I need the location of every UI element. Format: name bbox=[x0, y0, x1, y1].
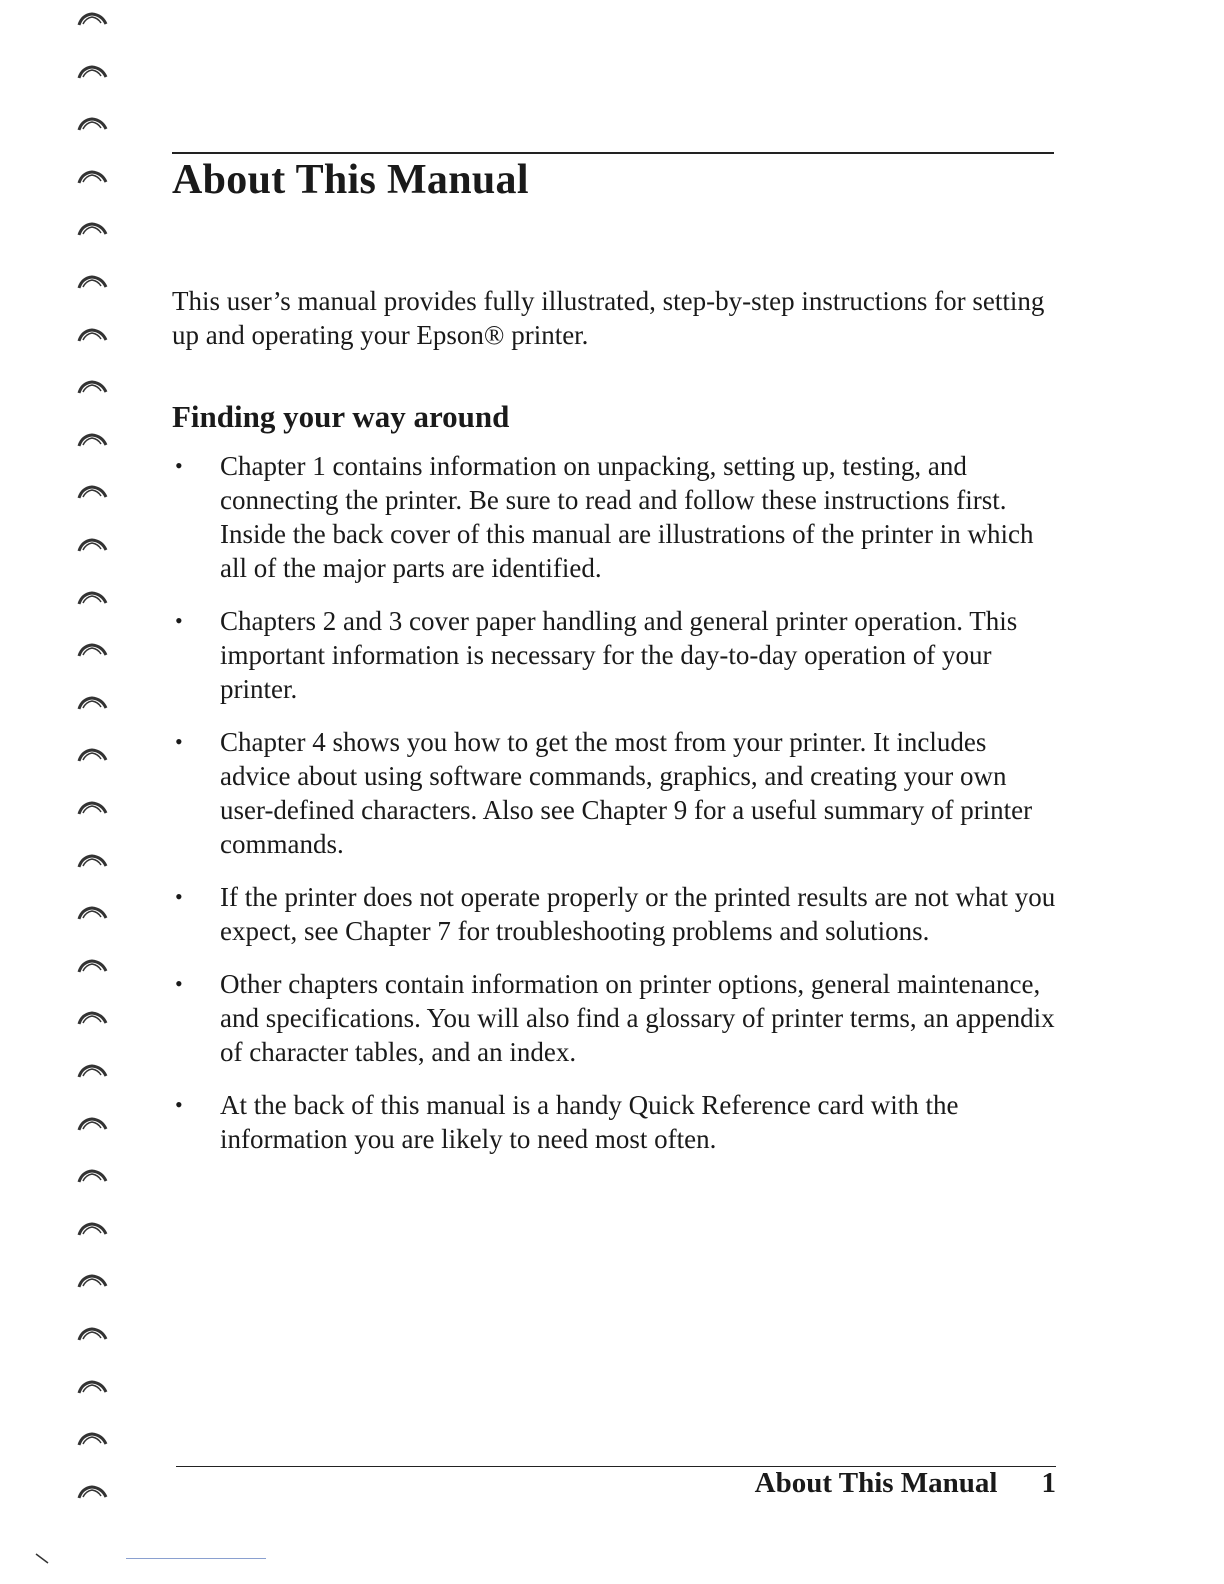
list-item-text: Chapter 4 shows you how to get the most from your printer. It includes advice about using software commands, graphics, and creating your own user-defined characters. Also see Chapter 9 for a useful summary of printer commands. bbox=[220, 727, 1033, 859]
list-item bbox=[172, 604, 1060, 706]
list-item bbox=[172, 967, 1060, 1069]
binding-ring-icon bbox=[76, 65, 108, 79]
binding-ring-icon bbox=[76, 433, 108, 447]
binding-ring-icon bbox=[76, 906, 108, 920]
bullet-icon: • bbox=[175, 1092, 183, 1117]
binding-ring-icon bbox=[76, 1169, 108, 1183]
bullet-list bbox=[172, 449, 1060, 1175]
binding-ring-icon bbox=[76, 222, 108, 236]
list-item bbox=[172, 880, 1060, 948]
bullet-icon: • bbox=[175, 971, 183, 996]
binding-ring-icon bbox=[76, 1274, 108, 1288]
binding-ring-icon bbox=[76, 801, 108, 815]
bullet-icon: • bbox=[175, 608, 183, 633]
section-heading: Finding your way around bbox=[172, 399, 510, 434]
list-item-text: Chapter 1 contains information on unpacking, setting up, testing, and connecting the printer. Be sure to read and follow these instructions first. Inside the back cover of this manual are illustrations of the printer in which all of the major parts are identified. bbox=[220, 451, 1034, 583]
page-number: 1 bbox=[1041, 1467, 1056, 1499]
list-item-text: Chapters 2 and 3 cover paper handling and general printer operation. This important information is necessary for the day-to-day operation of your printer. bbox=[220, 606, 1018, 704]
bullet-icon: • bbox=[175, 884, 183, 909]
binding-ring-icon bbox=[76, 1485, 108, 1499]
list-item bbox=[172, 725, 1060, 861]
page-title: About This Manual bbox=[172, 157, 529, 203]
binding-ring-icon bbox=[76, 748, 108, 762]
binding-ring-icon bbox=[76, 12, 108, 26]
bullet-icon: • bbox=[175, 729, 183, 754]
list-item-text: Other chapters contain information on printer options, general maintenance, and specifications. You will also find a glossary of printer terms, an appendix of character tables, and an index. bbox=[220, 969, 1055, 1067]
bullet-icon: • bbox=[175, 453, 183, 478]
binding-ring-icon bbox=[76, 1011, 108, 1025]
binding-ring-icon bbox=[76, 328, 108, 342]
binding-ring-icon bbox=[76, 1064, 108, 1078]
binding-ring-icon bbox=[76, 485, 108, 499]
binding-ring-icon bbox=[76, 1380, 108, 1394]
scan-corner-mark-icon bbox=[34, 1552, 54, 1566]
list-item-text: If the printer does not operate properly or the printed results are not what you expect, see Chapter 7 for troubleshooting problems and solutions. bbox=[220, 882, 1056, 946]
list-item bbox=[172, 1088, 1060, 1156]
binding-ring-icon bbox=[76, 1432, 108, 1446]
binding-ring-icon bbox=[76, 643, 108, 657]
scan-artifact-line bbox=[126, 1558, 266, 1559]
binding-ring-icon bbox=[76, 959, 108, 973]
binding-ring-icon bbox=[76, 170, 108, 184]
binding-ring-icon bbox=[76, 696, 108, 710]
binding-ring-icon bbox=[76, 591, 108, 605]
intro-paragraph: This user’s manual provides fully illustrated, step-by-step instructions for setting up and operating your Epson® printer. bbox=[172, 286, 1045, 350]
binding-ring-icon bbox=[76, 380, 108, 394]
footer-title: About This Manual bbox=[754, 1467, 998, 1499]
binding-ring-icon bbox=[76, 117, 108, 131]
binding-ring-icon bbox=[76, 1327, 108, 1341]
binding-ring-icon bbox=[76, 1222, 108, 1236]
binding-ring-icon bbox=[76, 275, 108, 289]
list-item bbox=[172, 449, 1060, 585]
spiral-binding bbox=[70, 0, 120, 1584]
page-footer bbox=[755, 1464, 1056, 1502]
list-item-text: At the back of this manual is a handy Quick Reference card with the information you are likely to need most often. bbox=[220, 1090, 959, 1154]
binding-ring-icon bbox=[76, 854, 108, 868]
binding-ring-icon bbox=[76, 1117, 108, 1131]
binding-ring-icon bbox=[76, 538, 108, 552]
